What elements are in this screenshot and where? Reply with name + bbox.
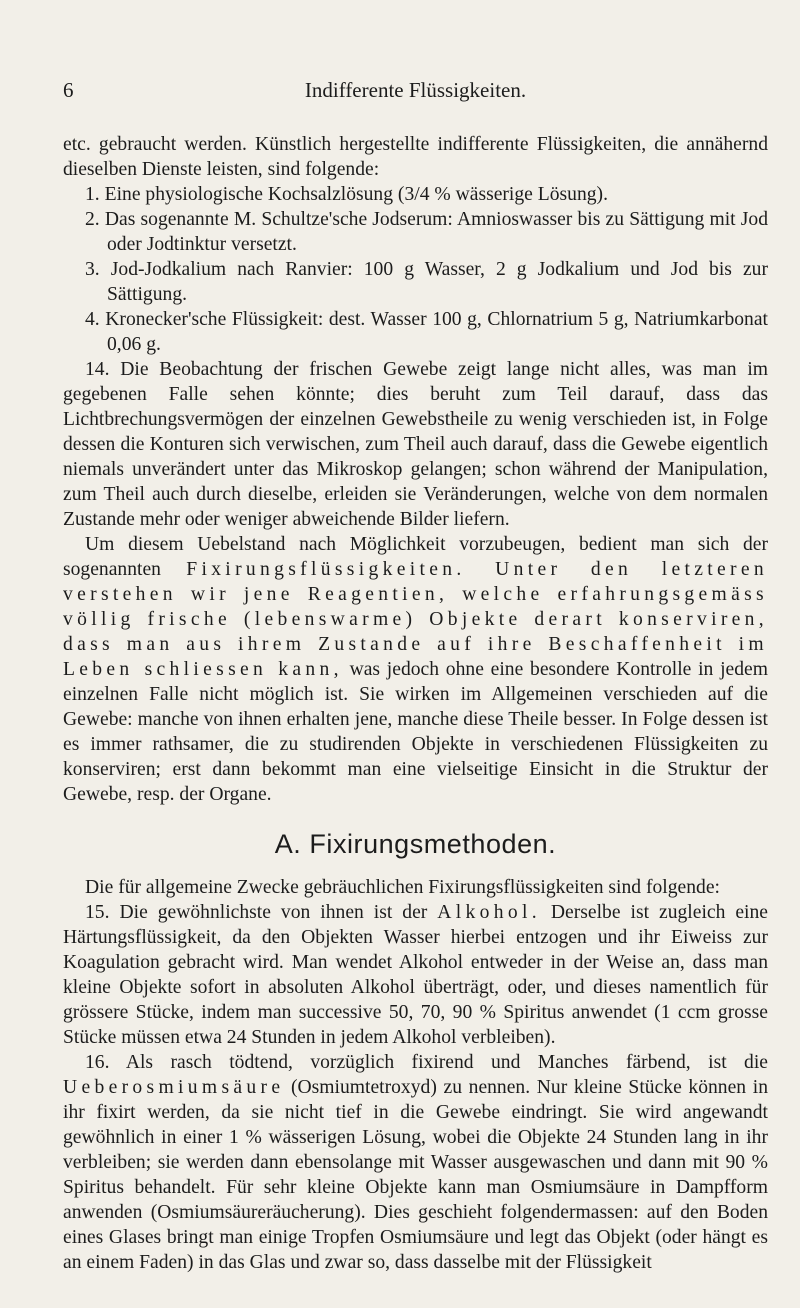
- page-header: [63, 70, 768, 104]
- paragraph-16: [63, 1050, 768, 1275]
- paragraph-16-text-2: (Osmiumtetroxyd) zu nennen. Nur kleine Stücke können in ihr fixirt werden, da sie nicht tief in die Gewebe eindringt. Sie wird angewandt gewöhnlich in einer 1 % wässerigen Lösung, wobei die Objekte 24 Stunden lang in ihr verbleiben; sie werden dann ebensolange mit Wasser ausgewaschen und dann mit 90 % Spiritus behandelt. Für sehr kleine Objekte kann man Osmiumsäure in Dampfform anwenden (Osmiumsäureräucherung). Dies geschieht folgendermassen: auf den Boden eines Glases bringt man einige Tropfen Osmiumsäure und legt das Objekt (oder hängt es an einem Faden) in das Glas und zwar so, dass dasselbe mit der Flüssigkeit: [63, 1077, 768, 1273]
- list-item: [63, 182, 768, 207]
- section-heading: A. Fixirungsmethoden.: [274, 829, 557, 859]
- list-item: [63, 207, 768, 257]
- paragraph-fixation-text-2: was jedoch ohne eine besondere Kontrolle in jedem einzelnen Falle nicht möglich ist. Sie wirken im Allgemeinen verschieden auf die Gewebe: manche von ihnen erhalten jene, manche diese Theile besser. In Folge dessen ist es immer rathsamer, die zu studirenden Objekte in verschiedenen Flüssigkeiten zu konserviren; erst dann bekommt man eine vielseitige Einsicht in die Struktur der Gewebe, resp. der Organe.: [63, 659, 768, 805]
- paragraph-15-text-2: Derselbe ist zugleich eine Härtungsflüssigkeit, da den Objekten Wasser hierbei entzogen und ihr Eiweiss zur Koagulation gebracht wird. Man wendet Alkohol entweder in der Weise an, dass man kleine Objekte sofort in absoluten Alkohol überträgt, oder, und dieses namentlich für grössere Stücke, indem man successive 50, 70, 90 % Spiritus anwendet (1 ccm grosse Stücke müssen etwa 24 Stunden in jedem Alkohol verbleiben).: [63, 902, 768, 1048]
- list-item-text: Kronecker'sche Flüssigkeit: dest. Wasser 100 g, Chlornatrium 5 g, Natriumkarbonat 0,06 g.: [105, 309, 768, 355]
- list-item: [63, 257, 768, 307]
- page-body: [63, 132, 768, 1275]
- list-item-label: 3.: [85, 259, 100, 280]
- paragraph-fixation-emphasis: Fixirungsflüssigkeiten. Unter den letzteren verstehen wir jene Reagentien, welche erfahrungsgemäss völlig frische (lebenswarme) Objekte derart konserviren, dass man aus ihrem Zustande auf ihre Beschaffenheit im Leben schliessen kann,: [63, 559, 768, 680]
- paragraph-fixation-text-1: Um diesem Uebelstand nach Möglichkeit vorzubeugen, bedient man sich der sogenannten: [63, 534, 768, 580]
- list-item-text: Jod-Jodkalium nach Ranvier: 100 g Wasser, 2 g Jodkalium und Jod bis zur Sättigung.: [107, 259, 768, 305]
- list-item: [63, 307, 768, 357]
- running-title: Indifferente Flüssigkeiten.: [304, 78, 527, 102]
- paragraph-15-text-1: 15. Die gewöhnlichste von ihnen ist der: [85, 902, 438, 923]
- list-item-label: 2.: [85, 209, 100, 230]
- paragraph-16-emphasis: Ueberosmiumsäure: [63, 1077, 285, 1098]
- list-item-text: Das sogenannte M. Schultze'sche Jodserum: Amnioswasser bis zu Sättigung mit Jod oder Jodtinktur versetzt.: [104, 209, 768, 255]
- paragraph-15: [63, 900, 768, 1050]
- list-item-label: 1.: [85, 184, 100, 205]
- page-number: 6: [63, 78, 74, 102]
- list-item-text: Eine physiologische Kochsalzlösung (3/4 % wässerige Lösung).: [104, 184, 608, 205]
- paragraph-fixation: [63, 532, 768, 807]
- paragraph-16-text-1: 16. Als rasch tödtend, vorzüglich fixirend und Manches färbend, ist die: [85, 1052, 768, 1073]
- intro-paragraph: etc. gebraucht werden. Künstlich hergestellte indifferente Flüssigkeiten, die annähernd dieselben Dienste leisten, sind folgende:: [63, 134, 768, 180]
- list-item-label: 4.: [85, 309, 100, 330]
- paragraph-15-emphasis: Alkohol.: [437, 902, 541, 923]
- paragraph-14: 14. Die Beobachtung der frischen Gewebe zeigt lange nicht alles, was man im gegebenen Falle sehen könnte; dies beruht zum Teil darauf, dass das Lichtbrechungsvermögen der einzelnen Gewebstheile zu wenig verschieden ist, in Folge dessen die Konturen sich verwischen, zum Theil auch darauf, dass die Gewebe eigentlich niemals unverändert unter das Mikroskop gelangen; schon während der Manipulation, zum Theil auch durch dieselbe, erleiden sie Veränderungen, welche von dem normalen Zustande mehr oder weniger abweichende Bilder liefern.: [63, 359, 768, 530]
- section-intro: Die für allgemeine Zwecke gebräuchlichen Fixirungsflüssigkeiten sind folgende:: [85, 877, 720, 898]
- solution-list: [63, 182, 768, 357]
